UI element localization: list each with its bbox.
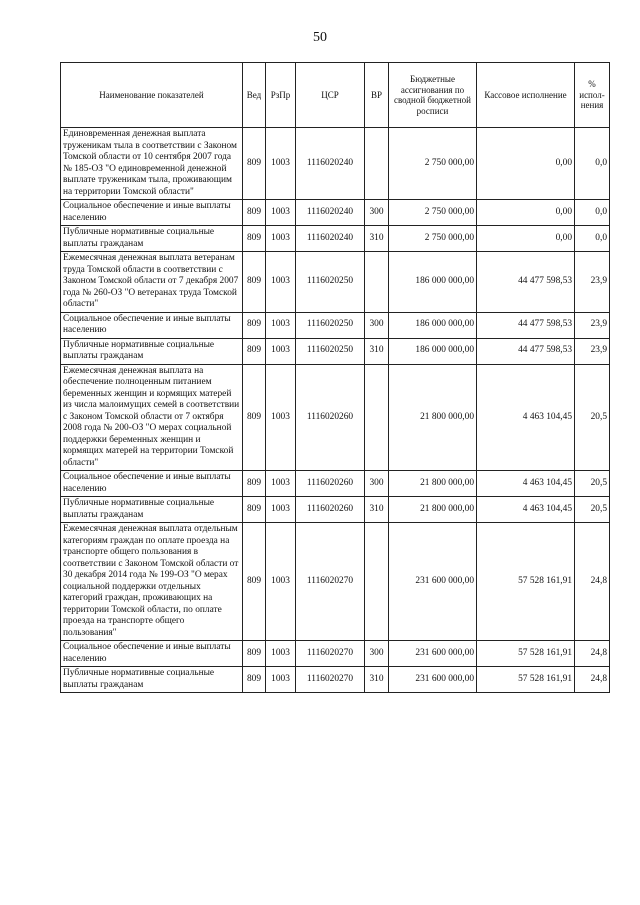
cell-vr: 310 — [365, 226, 389, 252]
cell-pct: 24,8 — [575, 667, 610, 693]
cell-csr: 1116020260 — [296, 364, 365, 471]
cell-ved: 809 — [243, 252, 266, 313]
cell-budget: 231 600 000,00 — [389, 523, 477, 641]
cell-csr: 1116020270 — [296, 523, 365, 641]
cell-budget: 2 750 000,00 — [389, 200, 477, 226]
header-rzpr: РзПр — [266, 63, 296, 128]
header-vr: ВР — [365, 63, 389, 128]
cell-budget: 21 800 000,00 — [389, 497, 477, 523]
cell-budget: 21 800 000,00 — [389, 471, 477, 497]
page-number: 50 — [313, 30, 327, 45]
cell-pct: 0,0 — [575, 226, 610, 252]
cell-ved: 809 — [243, 641, 266, 667]
cell-rzpr: 1003 — [266, 252, 296, 313]
table-row — [61, 497, 610, 523]
cell-name: Ежемесячная денежная выплата отдельным категориям граждан по оплате проезда на транспорте общего пользования в соответствии с Законом Томской области от 30 декабря 2014 года № 199-ОЗ "О мерах социальной поддержки отдельных категорий граждан, проживающих на территории Томской области, по оплате проезда на транспорте общего пользования" — [61, 523, 243, 641]
cell-vr — [365, 128, 389, 200]
cell-vr: 300 — [365, 200, 389, 226]
header-budget: Бюджетные ассигнования по сводной бюджетной росписи — [389, 63, 477, 128]
budget-report-table — [60, 62, 610, 693]
table-row — [61, 338, 610, 364]
cell-vr — [365, 523, 389, 641]
cell-budget: 186 000 000,00 — [389, 252, 477, 313]
cell-rzpr: 1003 — [266, 667, 296, 693]
cell-rzpr: 1003 — [266, 523, 296, 641]
cell-cash: 4 463 104,45 — [477, 471, 575, 497]
cell-vr — [365, 252, 389, 313]
cell-name: Социальное обеспечение и иные выплаты населению — [61, 200, 243, 226]
cell-cash: 44 477 598,53 — [477, 338, 575, 364]
cell-ved: 809 — [243, 128, 266, 200]
header-cash: Кассовое исполнение — [477, 63, 575, 128]
table-header-row — [61, 63, 610, 128]
cell-cash: 57 528 161,91 — [477, 523, 575, 641]
cell-csr: 1116020250 — [296, 252, 365, 313]
cell-budget: 2 750 000,00 — [389, 226, 477, 252]
cell-pct: 0,0 — [575, 128, 610, 200]
cell-rzpr: 1003 — [266, 471, 296, 497]
header-csr: ЦСР — [296, 63, 365, 128]
cell-ved: 809 — [243, 338, 266, 364]
cell-rzpr: 1003 — [266, 226, 296, 252]
cell-pct: 24,8 — [575, 523, 610, 641]
cell-rzpr: 1003 — [266, 128, 296, 200]
cell-vr — [365, 364, 389, 471]
table-row — [61, 364, 610, 471]
cell-csr: 1116020250 — [296, 312, 365, 338]
cell-ved: 809 — [243, 667, 266, 693]
table-row — [61, 471, 610, 497]
cell-ved: 809 — [243, 200, 266, 226]
cell-budget: 2 750 000,00 — [389, 128, 477, 200]
cell-name: Социальное обеспечение и иные выплаты населению — [61, 641, 243, 667]
cell-ved: 809 — [243, 226, 266, 252]
table-row — [61, 252, 610, 313]
table-row — [61, 667, 610, 693]
cell-pct: 24,8 — [575, 641, 610, 667]
cell-cash: 44 477 598,53 — [477, 312, 575, 338]
cell-rzpr: 1003 — [266, 312, 296, 338]
cell-csr: 1116020240 — [296, 128, 365, 200]
table-row — [61, 641, 610, 667]
table-row — [61, 312, 610, 338]
cell-name: Социальное обеспечение и иные выплаты населению — [61, 312, 243, 338]
cell-name: Публичные нормативные социальные выплаты гражданам — [61, 338, 243, 364]
cell-vr: 310 — [365, 497, 389, 523]
cell-cash: 57 528 161,91 — [477, 667, 575, 693]
cell-pct: 20,5 — [575, 364, 610, 471]
cell-name: Публичные нормативные социальные выплаты гражданам — [61, 667, 243, 693]
cell-rzpr: 1003 — [266, 497, 296, 523]
cell-cash: 44 477 598,53 — [477, 252, 575, 313]
cell-vr: 300 — [365, 471, 389, 497]
cell-csr: 1116020260 — [296, 471, 365, 497]
cell-name: Ежемесячная денежная выплата ветеранам труда Томской области в соответствии с Законом Томской области от 7 декабря 2007 года № 260-ОЗ "О ветеранах труда Томской области" — [61, 252, 243, 313]
cell-budget: 231 600 000,00 — [389, 641, 477, 667]
cell-rzpr: 1003 — [266, 641, 296, 667]
cell-csr: 1116020250 — [296, 338, 365, 364]
cell-cash: 0,00 — [477, 128, 575, 200]
cell-name: Публичные нормативные социальные выплаты гражданам — [61, 497, 243, 523]
cell-cash: 4 463 104,45 — [477, 497, 575, 523]
cell-cash: 0,00 — [477, 226, 575, 252]
cell-csr: 1116020270 — [296, 667, 365, 693]
cell-name: Социальное обеспечение и иные выплаты населению — [61, 471, 243, 497]
cell-pct: 20,5 — [575, 471, 610, 497]
header-name: Наименование показателей — [61, 63, 243, 128]
cell-cash: 4 463 104,45 — [477, 364, 575, 471]
cell-name: Публичные нормативные социальные выплаты гражданам — [61, 226, 243, 252]
cell-rzpr: 1003 — [266, 200, 296, 226]
cell-budget: 21 800 000,00 — [389, 364, 477, 471]
cell-cash: 0,00 — [477, 200, 575, 226]
cell-cash: 57 528 161,91 — [477, 641, 575, 667]
cell-pct: 23,9 — [575, 338, 610, 364]
table-row — [61, 200, 610, 226]
table-row — [61, 523, 610, 641]
cell-name: Единовременная денежная выплата труженикам тыла в соответствии с Законом Томской области от 10 сентября 2007 года № 185-ОЗ "О единовременной денежной выплате труженикам тыла, проживающим на территории Томской области" — [61, 128, 243, 200]
header-ved: Вед — [243, 63, 266, 128]
cell-vr: 300 — [365, 641, 389, 667]
cell-csr: 1116020240 — [296, 200, 365, 226]
cell-budget: 231 600 000,00 — [389, 667, 477, 693]
cell-vr: 310 — [365, 338, 389, 364]
cell-pct: 23,9 — [575, 312, 610, 338]
cell-budget: 186 000 000,00 — [389, 312, 477, 338]
header-pct: % испол- нения — [575, 63, 610, 128]
cell-csr: 1116020270 — [296, 641, 365, 667]
cell-rzpr: 1003 — [266, 338, 296, 364]
cell-ved: 809 — [243, 471, 266, 497]
cell-budget: 186 000 000,00 — [389, 338, 477, 364]
cell-ved: 809 — [243, 364, 266, 471]
cell-csr: 1116020240 — [296, 226, 365, 252]
cell-pct: 0,0 — [575, 200, 610, 226]
cell-name: Ежемесячная денежная выплата на обеспечение полноценным питанием беременных женщин и кормящих матерей из числа малоимущих семей в соответствии с Законом Томской области от 7 октября 2008 года № 200-ОЗ "О мерах социальной поддержки беременных женщин и кормящих матерей на территории Томской области" — [61, 364, 243, 471]
cell-rzpr: 1003 — [266, 364, 296, 471]
cell-ved: 809 — [243, 523, 266, 641]
cell-csr: 1116020260 — [296, 497, 365, 523]
table-row — [61, 128, 610, 200]
cell-ved: 809 — [243, 312, 266, 338]
table-row — [61, 226, 610, 252]
cell-pct: 23,9 — [575, 252, 610, 313]
cell-vr: 310 — [365, 667, 389, 693]
cell-vr: 300 — [365, 312, 389, 338]
cell-ved: 809 — [243, 497, 266, 523]
cell-pct: 20,5 — [575, 497, 610, 523]
